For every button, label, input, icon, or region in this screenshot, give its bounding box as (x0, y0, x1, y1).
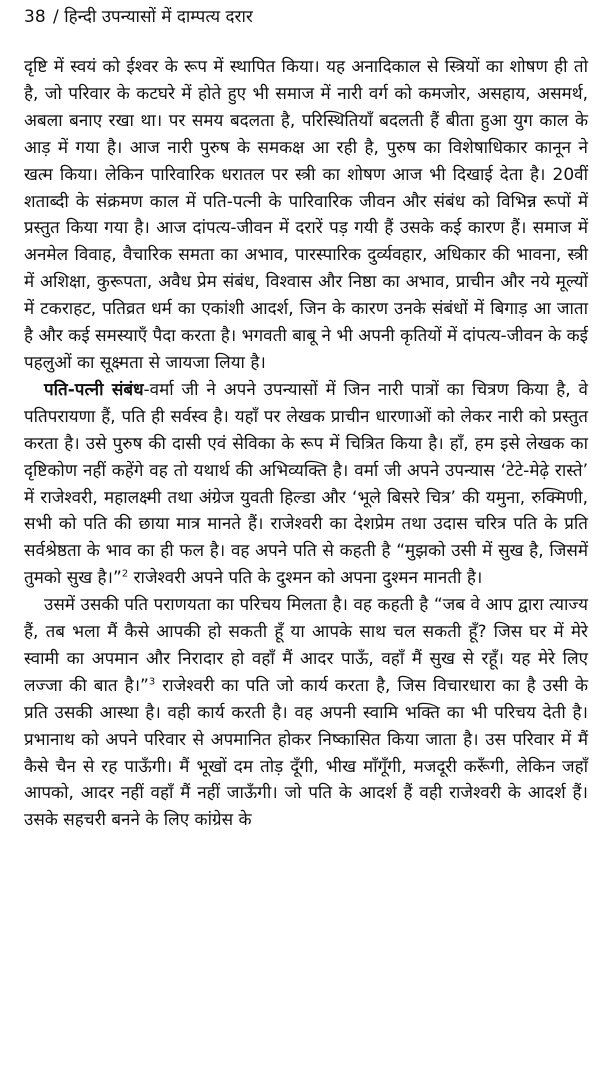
page-number: 38 (24, 7, 46, 27)
footnote-ref-3: 3 (148, 676, 156, 688)
paragraph-3 (24, 592, 588, 834)
paragraph-3-text-a: उसमें उसकी पति पराणयता का परिचय मिलता है। वह कहती है “जब वे आप द्वारा त्याज्य हैं, तब भला मैं कैसे आपकी हो सकती हूँ या आपके साथ चल सकती हूँ? जिस घर में मेरे स्वामी का अपमान और निरादार हो वहाँ मैं आदर पाऊँ, वहाँ मैं सुख से रहूँ। यह मेरे लिए लज्जा की बात है।” (24, 595, 588, 696)
paragraph-2-text-a: -वर्मा जी ने अपने उपन्यासों में जिन नारी पात्रों का चित्रण किया है, वे पतिपरायणा हैं, पति ही सर्वस्व है। यहाँ पर लेखक प्राचीन धारणाओं को लेकर नारी को प्रस्तुत करता है। उसे पुरुष की दासी एवं सेविका के रूप में चित्रित किया है। हाँ, हम इसे लेखक का दृष्टिकोण नहीं कहेंगे वह तो यथार्थ की अभिव्यक्ति है। वर्मा जी अपने उपन्यास ‘टेटे-मेढ़े रास्ते’ में राजेश्वरी, महालक्ष्मी तथा अंग्रेज युवती हिल्डा और ‘भूले बिसरे चित्र’ की यमुना, रुक्मिणी, सभी को पति की छाया मात्र मानते हैं। राजेश्वरी का देशप्रेम तथा उदास चरित्र पति के प्रति सर्वश्रेष्ठता के भाव का ही फल है। वह अपने पति से कहती है “मुझको उसी में सुख है, जिसमें तुमको सुख है।” (24, 379, 588, 589)
book-title: हिन्दी उपन्यासों में दाम्पत्य दरार (64, 7, 253, 27)
paragraph-3-text-b: राजेश्वरी का पति जो कार्य करता है, जिस विचारधारा का है उसी के प्रति उसकी आस्था है। वही कार्य करती है। वह अपनी स्वामि भक्ति का भी परिचय देती है। प्रभानाथ को अपने परिवार से अपमानित होकर निष्कासित किया जाता है। उस परिवार में मैं कैसे चैन से रह पाऊँगी। मैं भूखों दम तोड़ दूँगी, भीख माँगूँगी, मजदूरी करूँगी, लेकिन जहाँ आपको, आदर नहीं वहाँ मैं नहीं जाऊँगी। जो पति के आदर्श हैं वही राजेश्वरी के आदर्श हैं। उसके सहचरी बनने के लिए कांग्रेस के (24, 675, 589, 831)
paragraph-2-text-b: राजेश्वरी अपने पति के दुश्मन को अपना दुश्मन मानती है। (128, 568, 483, 589)
paragraph-1 (24, 54, 588, 377)
body-text (24, 54, 588, 834)
footnote-ref-2: 2 (121, 568, 129, 580)
paragraph-1-text: दृष्टि में स्वयं को ईश्वर के रूप में स्थापित किया। यह अनादिकाल से स्त्रियों का शोषण ही तो है, जो परिवार के कटघरे में होते हुए भी समाज में नारी वर्ग को कमजोर, असहाय, असमर्थ, अबला बनाए रखा था। पर समय बदलता है, परिस्थितियाँ बदलती हैं बीता हुआ युग काल के आड़ में गया है। आज नारी पुरुष के समकक्ष आ रही है, पुरुष का विशेषाधिकार कानून ने खत्म किया। लेकिन पारिवारिक धरातल पर स्त्री का शोषण आज भी दिखाई देता है। 20वीं शताब्दी के संक्रमण काल में पति-पत्नी के पारिवारिक जीवन और संबंध को विभिन्न रूपों में प्रस्तुत किया गया है। आज दांपत्य-जीवन में दरारें पड़ गयी हैं उसके कई कारण हैं। समाज में अनमेल विवाह, वैचारिक समता का अभाव, पारस्पारिक दुर्व्यवहार, अधिकार की भावना, स्त्री में अशिक्षा, कुरूपता, अवैध प्रेम संबंध, विश्वास और निष्ठा का अभाव, प्राचीन और नये मूल्यों में टकराहट, पतिव्रत धर्म का एकांशी आदर्श, जिन के कारण उनके संबंधों में बिगाड़ आ जाता है और कई समस्याएँ पैदा करता है। भगवती बाबू ने भी अपनी कृतियों में दांपत्य-जीवन के कई पहलुओं का सूक्ष्मता से जायजा लिया है। (24, 57, 588, 373)
section-heading: पति-पत्नी संबंध (44, 379, 144, 400)
paragraph-2 (24, 377, 588, 592)
header-separator: / (53, 7, 59, 27)
running-header (24, 4, 588, 30)
